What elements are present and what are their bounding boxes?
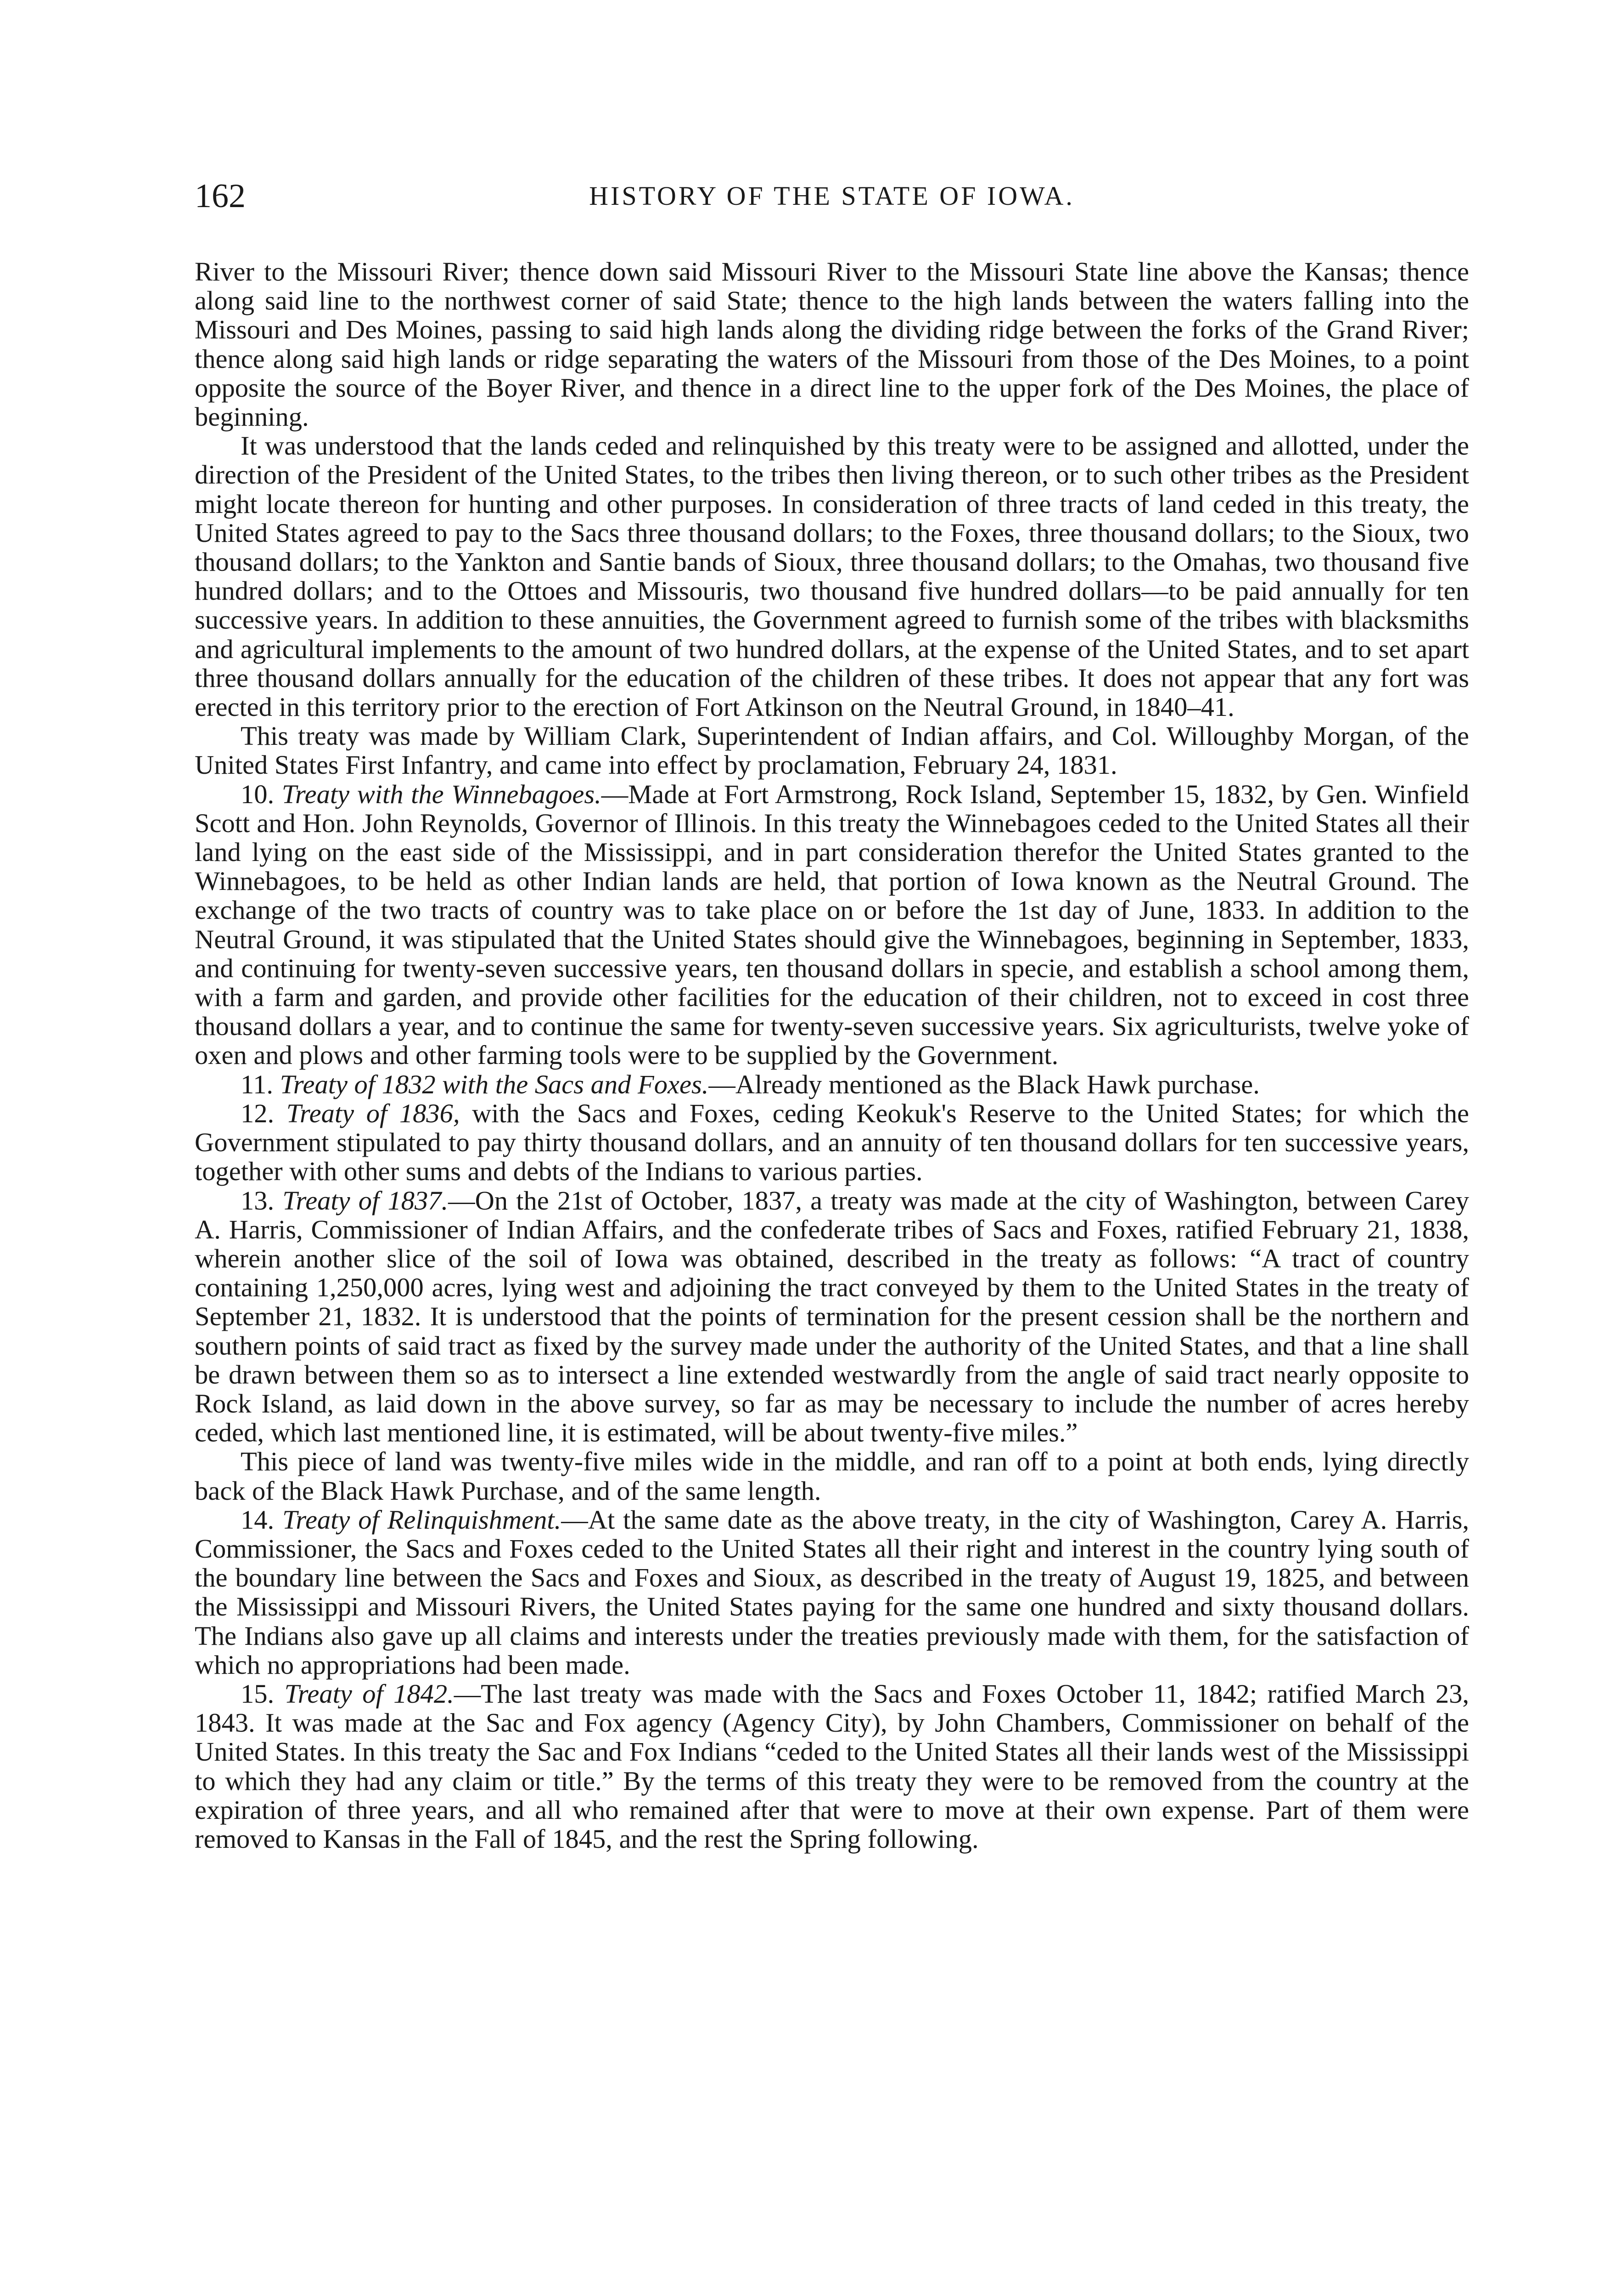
- treaty-title: Treaty of 1837.: [282, 1185, 449, 1216]
- treaty-title: Treaty of 1832 with the Sacs and Foxes.: [280, 1069, 709, 1099]
- paragraph-treaty-terms: It was understood that the lands ceded and relinquished by this treaty were to be assigned and allotted, under the direction of the President of the United States, to the tribes then living thereon, or to such other tribes as the President might locate thereon for hunting and other purposes. In consideration of three tracts of land ceded in this treaty, the United States agreed to pay to the Sacs three thousand dollars; to the Foxes, three thousand dollars; to the Sioux, two thousand dollars; to the Yankton and Santie bands of Sioux, three thousand dollars; to the Omahas, two thousand five hundred dollars; and to the Ottoes and Missouris, two thousand five hundred dollars—to be paid annually for ten successive years. In addition to these annuities, the Government agreed to furnish some of the tribes with blacksmiths and agricultural implements to the amount of two hundred dollars, at the expense of the United States, and to set apart three thousand dollars annually for the education of the children of these tribes. It does not appear that any fort was erected in this territory prior to the erection of Fort Atkinson on the Neutral Ground, in 1840–41.: [195, 431, 1469, 722]
- treaty-number: 11.: [241, 1069, 273, 1099]
- paragraph-treaty-11: 11. Treaty of 1832 with the Sacs and Foxes.—Already mentioned as the Black Hawk purchase.: [241, 1069, 1260, 1099]
- paragraph-treaty-signatories: This treaty was made by William Clark, Superintendent of Indian affairs, and Col. Willoughby Morgan, of the United States First Infantry, and came into effect by proclamation, February 24, 1831.: [195, 721, 1469, 780]
- treaty-number: 12.: [241, 1098, 275, 1128]
- paragraph-boundary-description: River to the Missouri River; thence down said Missouri River to the Missouri State line above the Kansas; thence along said line to the northwest corner of said State; thence to the high lands between the waters falling into the Missouri and Des Moines, passing to said high lands along the dividing ridge between the forks of the Grand River; thence along said high lands or ridge separating the waters of the Missouri from those of the Des Moines, to a point opposite the source of the Boyer River, and thence in a direct line to the upper fork of the Des Moines, the place of beginning.: [195, 257, 1469, 432]
- paragraph-land-description: This piece of land was twenty-five miles wide in the middle, and ran off to a point at both ends, lying directly back of the Black Hawk Purchase, and of the same length.: [195, 1446, 1469, 1506]
- treaty-title: Treaty with the Winnebagoes.: [281, 779, 601, 809]
- page-header: [195, 171, 1469, 221]
- page-number: 162: [195, 177, 246, 215]
- treaty-number: 10.: [241, 779, 275, 809]
- paragraph-treaty-12: 12. Treaty of 1836, with the Sacs and Foxes, ceding Keokuk's Reserve to the United States; for which the Government stipulated to pay thirty thousand dollars, and an annuity of ten thousand dollars for ten successive years, together with other sums and debts of the Indians to various parties.: [195, 1098, 1470, 1187]
- paragraph-treaty-10: 10. Treaty with the Winnebagoes.—Made at Fort Armstrong, Rock Island, September 15, 1832, by Gen. Winfield Scott and Hon. John Reynolds, Governor of Illinois. In this treaty the Winnebagoes ceded to the United States all their land lying on the east side of the Mississippi, and in part consideration therefor the United States granted to the Winnebagoes, to be held as other Indian lands are held, that portion of Iowa known as the Neutral Ground. The exchange of the two tracts of country was to take place on or before the 1st day of June, 1833. In addition to the Neutral Ground, it was stipulated that the United States should give the Winnebagoes, beginning in September, 1833, and continuing for twenty-seven successive years, ten thousand dollars in specie, and establish a school among them, with a farm and garden, and provide other facilities for the education of their children, not to exceed in cost three thousand dollars a year, and to continue the same for twenty-seven successive years. Six agriculturists, twelve yoke of oxen and plows and other farming tools were to be supplied by the Government.: [195, 779, 1469, 1070]
- body-text: [195, 257, 1469, 1853]
- treaty-title: Treaty of 1836,: [286, 1098, 460, 1128]
- paragraph-treaty-14: 14. Treaty of Relinquishment.—At the same date as the above treaty, in the city of Washington, Carey A. Harris, Commissioner, the Sacs and Foxes ceded to the United States all their right and interest in the country lying south of the boundary line between the Sacs and Foxes and Sioux, as described in the treaty of August 19, 1825, and between the Mississippi and Missouri Rivers, the United States paying for the same one hundred and sixty thousand dollars. The Indians also gave up all claims and interests under the treaties previously made with them, for the satisfaction of which no appropriations had been made.: [195, 1504, 1469, 1680]
- running-head: HISTORY OF THE STATE OF IOWA.: [589, 181, 1075, 211]
- paragraph-treaty-13: 13. Treaty of 1837.—On the 21st of October, 1837, a treaty was made at the city of Washington, between Carey A. Harris, Commissioner of Indian Affairs, and the confederate tribes of Sacs and Foxes, ratified February 21, 1838, wherein another slice of the soil of Iowa was obtained, described in the treaty as follows: “A tract of country containing 1,250,000 acres, lying west and adjoining the tract conveyed by them to the United States in the treaty of September 21, 1832. It is understood that the points of termination for the present cession shall be the northern and southern points of said tract as fixed by the survey made under the authority of the United States, and that a line shall be drawn between them so as to intersect a line extended westwardly from the angle of said tract nearly opposite to Rock Island, as laid down in the above survey, so far as may be necessary to include the number of acres hereby ceded, which last mentioned line, it is estimated, will be about twenty-five miles.”: [195, 1185, 1469, 1448]
- treaty-number: 14.: [241, 1504, 275, 1535]
- paragraph-treaty-15: 15. Treaty of 1842.—The last treaty was made with the Sacs and Foxes October 11, 1842; ratified March 23, 1843. It was made at the Sac and Fox agency (Agency City), by John Chambers, Commissioner on behalf of the United States. In this treaty the Sac and Fox Indians “ceded to the United States all their lands west of the Mississippi to which they had any claim or title.” By the terms of this treaty they were to be removed from the country at the expiration of three years, and all who remained after that were to move at their own expense. Part of them were removed to Kansas in the Fall of 1845, and the rest the Spring following.: [195, 1678, 1469, 1854]
- treaty-number: 13.: [241, 1185, 275, 1216]
- treaty-number: 15.: [241, 1678, 275, 1709]
- treaty-title: Treaty of 1842.: [284, 1678, 454, 1709]
- treaty-title: Treaty of Relinquishment.: [282, 1504, 561, 1535]
